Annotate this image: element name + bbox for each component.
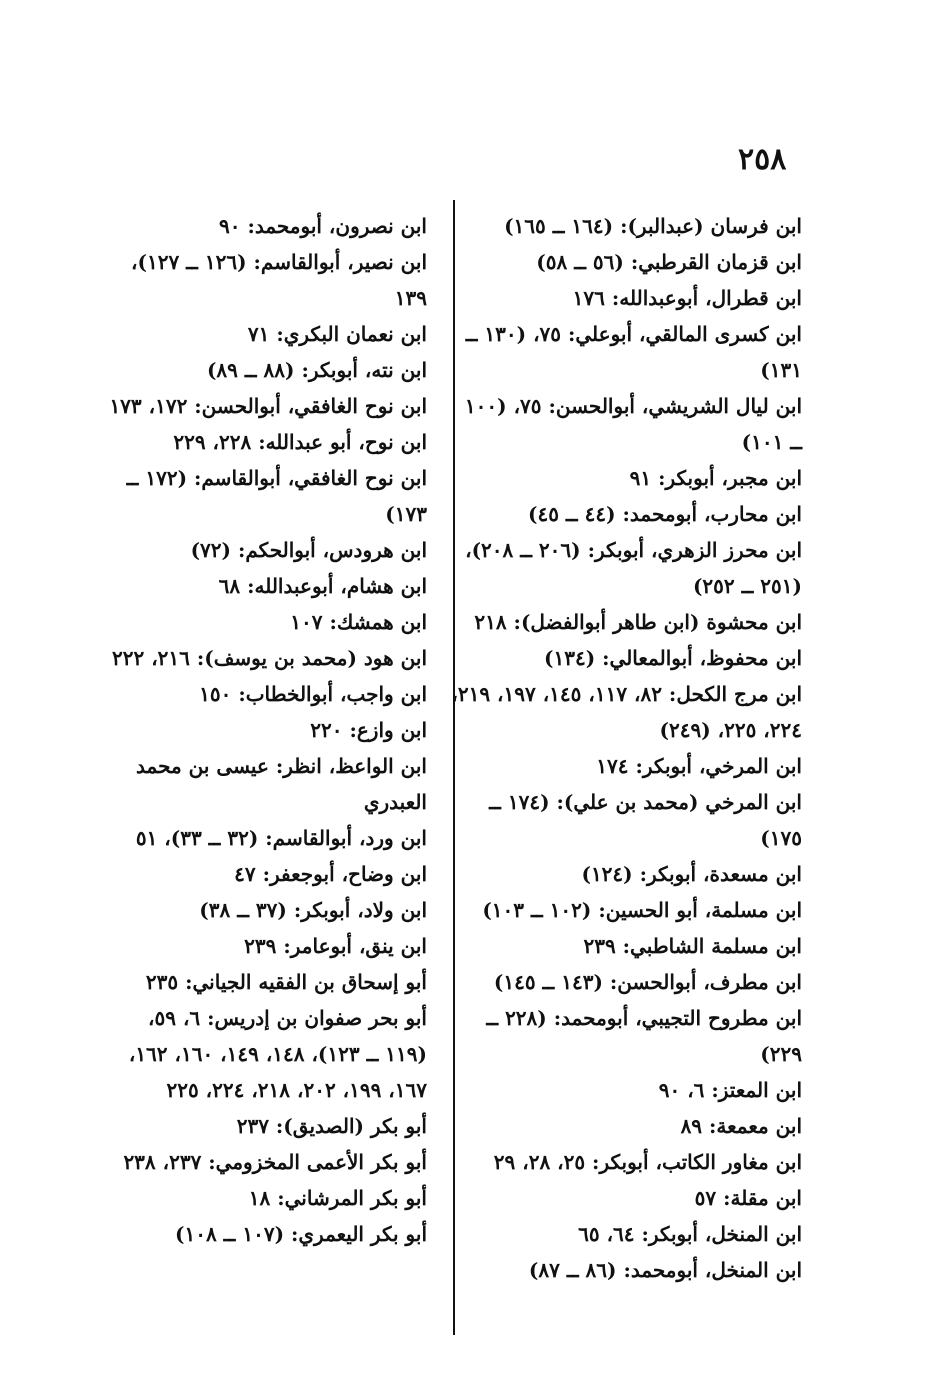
index-entry: ابن قزمان القرطبي: (٥٦ ــ ٥٨) xyxy=(536,250,802,274)
index-entry: ابن ورد، أبوالقاسم: (٣٢ ــ ٣٣)، ٥١ xyxy=(135,826,427,850)
index-entry: ابن ينق، أبوعامر: ٢٣٩ xyxy=(244,934,427,958)
index-entry: ابن وضاح، أبوجعفر: ٤٧ xyxy=(234,862,427,886)
index-entry: ابن قطرال، أبوعبدالله: ١٧٦ xyxy=(572,286,802,310)
index-entry: ابن نته، أبوبكر: (٨٨ ــ ٨٩) xyxy=(206,358,427,382)
index-entry: ابن المعتز: ٦، ٩٠ xyxy=(658,1078,802,1102)
index-entry: أبو إسحاق بن الفقيه الجياني: ٢٣٥ xyxy=(145,970,427,994)
index-entry: ابن المنخل، أبوبكر: ٦٤، ٦٥ xyxy=(578,1222,802,1246)
index-entry: ابن المرخي، أبوبكر: ١٧٤ xyxy=(596,754,802,778)
index-entry: ابن ولاد، أبوبكر: (٣٧ ــ ٣٨) xyxy=(199,898,427,922)
index-entry: ابن ليال الشريشي، أبوالحسن: ٧٥، (١٠٠ ــ ١٠١) xyxy=(464,394,802,454)
index-entry: ابن مطرف، أبوالحسن: (١٤٣ ــ ١٤٥) xyxy=(493,970,802,994)
index-entry: ابن هشام، أبوعبدالله: ٦٨ xyxy=(218,574,427,598)
index-entry: ابن نوح، أبو عبدالله: ٢٢٨، ٢٢٩ xyxy=(173,430,427,454)
index-entry: ابن نصرون، أبومحمد: ٩٠ xyxy=(219,214,427,238)
index-entry: ابن المرخي (محمد بن علي): (١٧٤ ــ ١٧٥) xyxy=(489,790,802,850)
page-number: ٢٥٨ xyxy=(738,142,787,177)
index-entry: ابن نصير، أبوالقاسم: (١٢٦ ــ ١٢٧)، ١٣٩ xyxy=(131,250,427,310)
index-entry: ابن نعمان البكري: ٧١ xyxy=(247,322,427,346)
index-column-right xyxy=(450,208,802,1288)
index-entry: ابن وازع: ٢٢٠ xyxy=(310,718,427,742)
index-entry: ابن نوح الغافقي، أبوالحسن: ١٧٢، ١٧٣ xyxy=(109,394,427,418)
index-entry: ابن مسلمة الشاطبي: ٢٣٩ xyxy=(583,934,802,958)
index-entry: ابن هرودس، أبوالحكم: (٧٢) xyxy=(190,538,427,562)
index-entry: ابن مقلة: ٥٧ xyxy=(694,1186,802,1210)
index-entry: ابن مسعدة، أبوبكر: (١٢٤) xyxy=(581,862,802,886)
index-entry: ابن مرج الكحل: ٨٢، ١١٧، ١٤٥، ١٩٧، ٢١٩، ٢٢٤، ٢٢٥، (٢٤٩) xyxy=(451,682,802,742)
index-entry: ابن كسرى المالقي، أبوعلي: ٧٥، (١٣٠ ــ ١٣١) xyxy=(465,322,802,382)
index-entry: ابن نوح الغافقي، أبوالقاسم: (١٧٢ ــ ١٧٣) xyxy=(126,466,427,526)
index-entry: أبو بكر الأعمى المخزومي: ٢٣٧، ٢٣٨ xyxy=(123,1150,427,1174)
index-entry: ابن واجب، أبوالخطاب: ١٥٠ xyxy=(199,682,427,706)
index-entry: أبو بكر اليعمري: (١٠٧ ــ ١٠٨) xyxy=(174,1222,427,1246)
index-entry: أبو بحر صفوان بن إدريس: ٦، ٥٩، (١١٩ ــ ١٢٣)، ١٤٨، ١٤٩، ١٦٠، ١٦٢، ١٦٧، ١٩٩، ٢٠٢، ٢١٨، ٢٢٤، ٢٢٥ xyxy=(128,1006,427,1102)
index-entry: ابن الواعظ، انظر: عيسى بن محمد العبدري xyxy=(136,754,427,814)
index-entry: ابن محارب، أبومحمد: (٤٤ ــ ٤٥) xyxy=(528,502,802,526)
index-entry: ابن فرسان (عبدالبر): (١٦٤ ــ ١٦٥) xyxy=(504,214,802,238)
index-entry: أبو بكر المرشاني: ١٨ xyxy=(248,1186,427,1210)
index-entry: ابن مغاور الكاتب، أبوبكر: ٢٥، ٢٨، ٢٩ xyxy=(493,1150,802,1174)
index-entry: ابن معمعة: ٨٩ xyxy=(680,1114,802,1138)
index-entry: ابن محشوة (ابن طاهر أبوالفضل): ٢١٨ xyxy=(474,610,802,634)
index-column-left xyxy=(107,208,427,1252)
index-entry: ابن مطروح التجيبي، أبومحمد: (٢٢٨ ــ ٢٢٩) xyxy=(486,1006,802,1066)
index-entry: ابن مجبر، أبوبكر: ٩١ xyxy=(629,466,802,490)
index-entry: ابن مسلمة، أبو الحسين: (١٠٢ ــ ١٠٣) xyxy=(482,898,802,922)
index-entry: أبو بكر (الصديق): ٢٣٧ xyxy=(236,1114,427,1138)
index-entry: ابن هود (محمد بن يوسف): ٢١٦، ٢٢٢ xyxy=(112,646,427,670)
index-entry: ابن محفوظ، أبوالمعالي: (١٣٤) xyxy=(544,646,802,670)
index-entry: ابن همشك: ١٠٧ xyxy=(290,610,427,634)
index-entry: ابن المنخل، أبومحمد: (٨٦ ــ ٨٧) xyxy=(528,1258,802,1282)
index-entry: ابن محرز الزهري، أبوبكر: (٢٠٦ ــ ٢٠٨)، (٢٥١ ــ ٢٥٢) xyxy=(465,538,802,598)
